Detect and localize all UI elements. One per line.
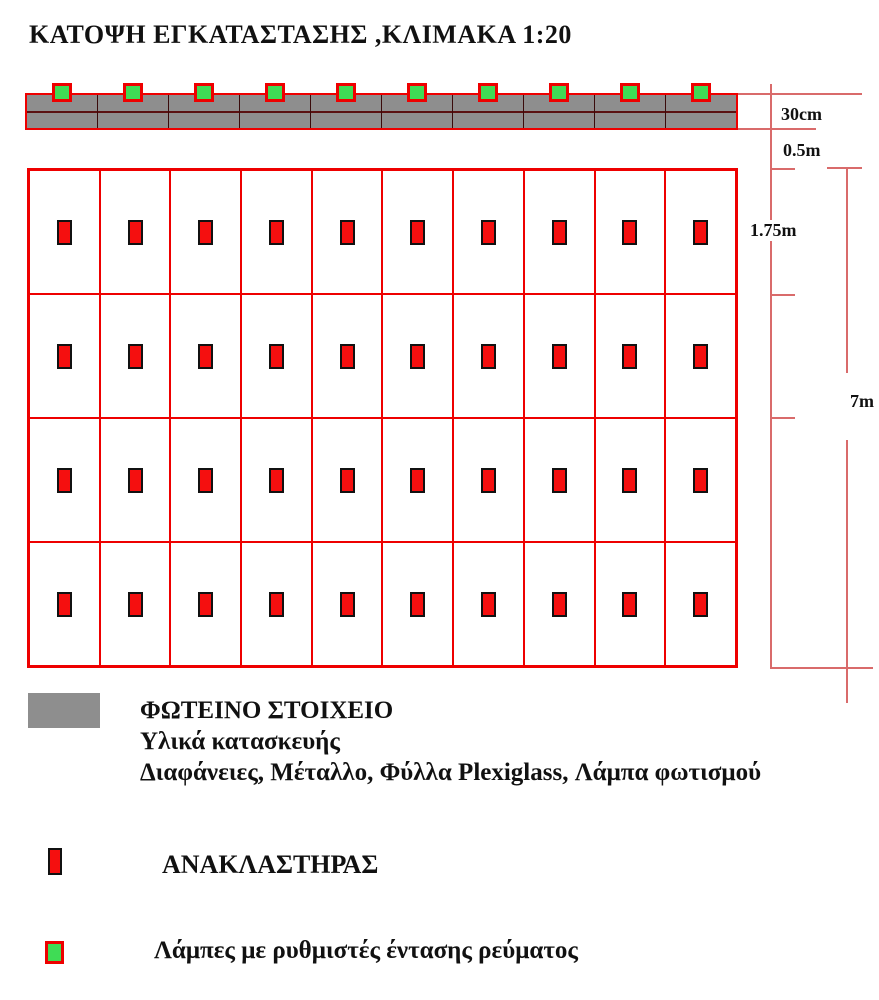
grid-cell [170,170,241,294]
reflector-icon [340,592,355,617]
dimension-line-strip-top [738,93,862,95]
reflector-icon [410,468,425,493]
dimension-label-7m: 7m [850,391,874,411]
grid-cell [665,418,736,542]
reflector-legend-label: ΑΝΑΚΛΑΣΤΗΡΑΣ [162,850,379,879]
grid-cell [100,542,171,666]
grid-cell [453,170,524,294]
reflector-icon [128,344,143,369]
reflector-icon [198,344,213,369]
reflector-icon [410,592,425,617]
page-title: ΚΑΤΟΨΗ ΕΓΚΑΤΑΣΤΑΣΗΣ ,ΚΛΙΜΑΚΑ 1:20 [29,20,572,49]
lamp-icon [123,83,143,102]
reflector-icon [552,220,567,245]
grid-cell [595,170,666,294]
grid-cell [29,170,100,294]
strip-segment-lower-block [382,113,452,129]
light-strip-segment [97,95,168,128]
grid-cell [382,170,453,294]
grid-cell [382,542,453,666]
light-strip-segment [523,95,594,128]
reflector-icon [198,468,213,493]
grid-cell [170,418,241,542]
strip-segment-lower-block [27,113,97,129]
light-strip-segment [168,95,239,128]
reflector-icon [128,592,143,617]
reflector-icon [269,220,284,245]
grid-cell [312,294,383,418]
light-strip-segment [665,95,736,128]
grid-cell [524,294,595,418]
grid-cell [29,294,100,418]
strip-segment-lower-block [524,113,594,129]
dimension-tick-row2 [770,417,795,419]
grid-cell [453,294,524,418]
reflector-icon [552,592,567,617]
light-strip-segment [594,95,665,128]
grid-cell [453,418,524,542]
light-element-legend [140,695,761,788]
lamp-icon [52,83,72,102]
dimension-line-7m-upper [846,167,848,373]
grid-cell [241,542,312,666]
grid-cell [29,542,100,666]
reflector-icon [198,592,213,617]
grid-cell [524,542,595,666]
grid-cell [100,418,171,542]
light-element-title: ΦΩΤΕΙΝΟ ΣΤΟΙΧΕΙΟ [140,697,394,724]
grid-cell [665,170,736,294]
grid-cell [595,542,666,666]
grid-cell [595,418,666,542]
reflector-icon [622,220,637,245]
reflector-icon [693,592,708,617]
reflector-icon [622,344,637,369]
grid-cell [241,418,312,542]
reflector-swatch [48,848,62,875]
dimension-tick-grid-top [770,168,795,170]
grid-cell [524,170,595,294]
strip-segment-lower-block [311,113,381,129]
lamp-icon [194,83,214,102]
reflector-icon [198,220,213,245]
reflector-icon [57,592,72,617]
light-strip-segment [452,95,523,128]
reflector-icon [481,220,496,245]
plan-grid [27,168,738,668]
grid-cell [100,170,171,294]
dimension-line-7m-lower [846,440,848,703]
reflector-icon [552,344,567,369]
grid-cell [241,294,312,418]
grid-cell [312,170,383,294]
reflector-icon [410,220,425,245]
lamp-icon [478,83,498,102]
dimension-line-strip-bottom [738,128,816,130]
strip-segment-lower-block [240,113,310,129]
grid-cell [170,542,241,666]
dimension-label-1-75m: 1.75m [750,220,797,240]
reflector-icon [693,468,708,493]
grid-cell [595,294,666,418]
grid-cell [29,418,100,542]
grid-cell [312,418,383,542]
grid-cell [665,542,736,666]
dimension-tick-row1 [770,294,795,296]
lamp-icon [265,83,285,102]
light-element-swatch [28,693,100,728]
grid-cell [170,294,241,418]
grid-cell [241,170,312,294]
lamp-icon [691,83,711,102]
light-element-materials: Διαφάνειες, Μέταλλο, Φύλλα Plexiglass, Λάμπα φωτισμού [140,759,762,786]
grid-cell [524,418,595,542]
grid-cell [382,418,453,542]
dimension-line-grid-bottom [770,667,873,669]
lamp-icon [407,83,427,102]
strip-segment-lower-block [595,113,665,129]
light-strip-segment [381,95,452,128]
reflector-icon [128,220,143,245]
dimension-label-30cm: 30cm [781,104,822,124]
grid-cell [312,542,383,666]
reflector-icon [57,220,72,245]
reflector-icon [269,344,284,369]
light-strip-segment [27,95,97,128]
reflector-icon [128,468,143,493]
reflector-icon [410,344,425,369]
reflector-icon [622,468,637,493]
lamp-legend-label: Λάμπες με ρυθμιστές έντασης ρεύματος [154,937,578,964]
reflector-icon [693,220,708,245]
strip-segment-lower-block [169,113,239,129]
light-strip-segment [310,95,381,128]
grid-cell [100,294,171,418]
strip-segment-lower-block [98,113,168,129]
dimension-label-0-5m: 0.5m [783,140,821,160]
grid-cell [665,294,736,418]
strip-segment-lower-block [666,113,736,129]
light-strip [25,93,738,130]
light-element-subtitle: Υλικά κατασκευής [140,728,340,755]
reflector-icon [693,344,708,369]
reflector-icon [481,592,496,617]
grid-cell [382,294,453,418]
reflector-icon [269,592,284,617]
light-strip-segment [239,95,310,128]
reflector-icon [622,592,637,617]
reflector-icon [340,468,355,493]
reflector-icon [340,344,355,369]
lamp-icon [336,83,356,102]
grid-cell [453,542,524,666]
reflector-icon [481,468,496,493]
strip-segment-lower-block [453,113,523,129]
reflector-icon [57,468,72,493]
reflector-icon [481,344,496,369]
dimension-tick-7m-top [827,167,862,169]
lamp-swatch [45,941,64,964]
reflector-icon [269,468,284,493]
lamp-icon [549,83,569,102]
lamp-icon [620,83,640,102]
reflector-icon [340,220,355,245]
reflector-icon [57,344,72,369]
reflector-icon [552,468,567,493]
dimension-line-vertical-main [770,84,772,668]
